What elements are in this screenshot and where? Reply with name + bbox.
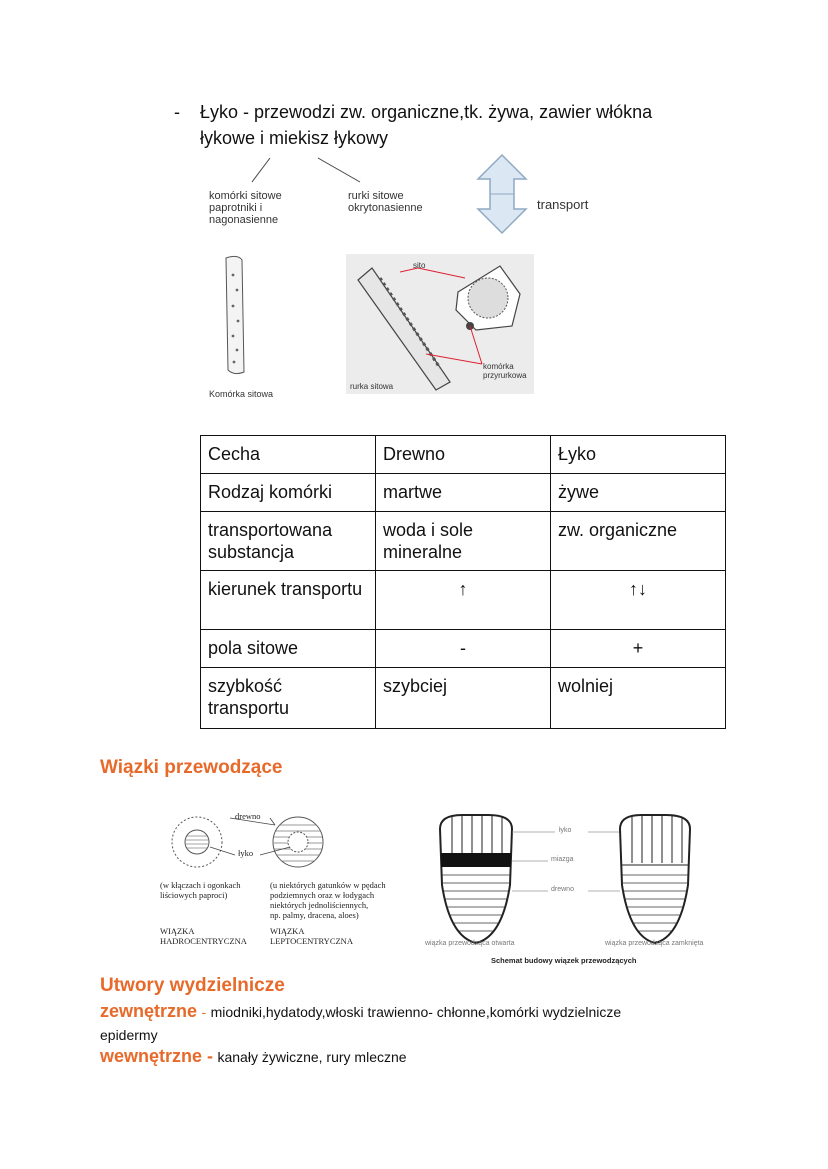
sieve-cell-drawing bbox=[226, 256, 244, 373]
internal-structures bbox=[100, 1046, 407, 1067]
sito-label: sito bbox=[413, 261, 426, 270]
table-cell: ↑↓ bbox=[551, 571, 726, 630]
table-cell: pola sitowe bbox=[201, 630, 376, 668]
sieve-tube-caption: rurka sitowa bbox=[350, 382, 394, 391]
leptocentric-bundle-drawing bbox=[273, 817, 323, 867]
bullet-dash: - bbox=[174, 102, 180, 122]
pointer-line-right bbox=[318, 158, 360, 182]
external-dash: - bbox=[201, 1004, 207, 1020]
comparison-table bbox=[200, 435, 726, 729]
hadrocentric-bundle-drawing bbox=[172, 817, 222, 867]
table-cell: szybciej bbox=[376, 668, 551, 729]
bundles-heading: Wiązki przewodzące bbox=[100, 757, 283, 778]
phloem-line-2: łykowe i miekisz łykowy bbox=[200, 128, 389, 148]
sieve-cell-caption: Komórka sitowa bbox=[209, 389, 274, 399]
external-text-continued: epidermy bbox=[100, 1027, 158, 1043]
table-row bbox=[201, 512, 726, 571]
table-cell: żywe bbox=[551, 474, 726, 512]
sieve-cells-label: komórki sitowe paprotniki i nagonasienne bbox=[209, 190, 282, 226]
table-cell: + bbox=[551, 630, 726, 668]
hadrocentric-note: (w kłączach i ogonkach liściowych paproci) bbox=[160, 880, 241, 900]
external-structures bbox=[100, 1001, 740, 1022]
table-row bbox=[201, 630, 726, 668]
external-label: zewnętrzne bbox=[100, 1001, 198, 1021]
leptocentric-note: (u niektórych gatunków w pędach podziemnych oraz w łodygach niektórych jednoliściennych, np. palmy, dracena, aloes) bbox=[270, 880, 386, 920]
leptocentric-name: WIĄZKA LEPTOCENTRYCZNA bbox=[270, 926, 353, 946]
table-row bbox=[201, 571, 726, 630]
miazga-label: miazga bbox=[551, 856, 574, 863]
schema-title: Schemat budowy wiązek przewodzących bbox=[491, 956, 637, 965]
pointer-line-left bbox=[252, 158, 270, 182]
closed-bundle-drawing bbox=[620, 815, 690, 943]
table-row bbox=[201, 474, 726, 512]
header-cell: Łyko bbox=[551, 436, 726, 474]
table-cell: ↑ bbox=[376, 571, 551, 630]
table-cell: szybkość transportu bbox=[201, 668, 376, 729]
table-cell: transportowana substancja bbox=[201, 512, 376, 571]
lyko-label: łyko bbox=[238, 848, 254, 858]
header-cell: Cecha bbox=[201, 436, 376, 474]
open-bundle-drawing bbox=[440, 815, 512, 943]
header-cell: Drewno bbox=[376, 436, 551, 474]
table-cell: Rodzaj komórki bbox=[201, 474, 376, 512]
drewno-right-label: drewno bbox=[551, 886, 574, 893]
double-arrow-icon bbox=[478, 155, 526, 233]
phloem-line-1: Łyko - przewodzi zw. organiczne,tk. żywa, zawier włókna bbox=[200, 102, 653, 122]
internal-label: wewnętrzne - bbox=[100, 1046, 214, 1066]
external-text: miodniki,hydatody,włoski trawienno- chłonne,komórki wydzielnicze bbox=[210, 1004, 622, 1020]
table-cell: - bbox=[376, 630, 551, 668]
table-cell: wolniej bbox=[551, 668, 726, 729]
table-cell: kierunek transportu bbox=[201, 571, 376, 630]
transport-label: transport bbox=[537, 197, 589, 212]
open-bundle-caption: wiązka przewodząca otwarta bbox=[425, 940, 515, 947]
table-row bbox=[201, 668, 726, 729]
table-cell: zw. organiczne bbox=[551, 512, 726, 571]
hadrocentric-name: WIĄZKA HADROCENTRYCZNA bbox=[160, 926, 247, 946]
lyko-right-label: łyko bbox=[559, 827, 572, 834]
table-cell: martwe bbox=[376, 474, 551, 512]
closed-bundle-caption: wiązka przewodząca zamknięta bbox=[605, 940, 704, 947]
secretory-heading: Utwory wydzielnicze bbox=[100, 975, 285, 996]
table-cell: woda i sole mineralne bbox=[376, 512, 551, 571]
internal-text: kanały żywiczne, rury mleczne bbox=[217, 1049, 407, 1065]
drewno-label: drewno bbox=[235, 811, 261, 821]
sieve-tubes-label: rurki sitowe okrytonasienne bbox=[348, 190, 423, 214]
companion-cell-label: komórka przyrurkowa bbox=[483, 362, 527, 380]
phloem-figure bbox=[200, 150, 600, 410]
table-header-row bbox=[201, 436, 726, 474]
